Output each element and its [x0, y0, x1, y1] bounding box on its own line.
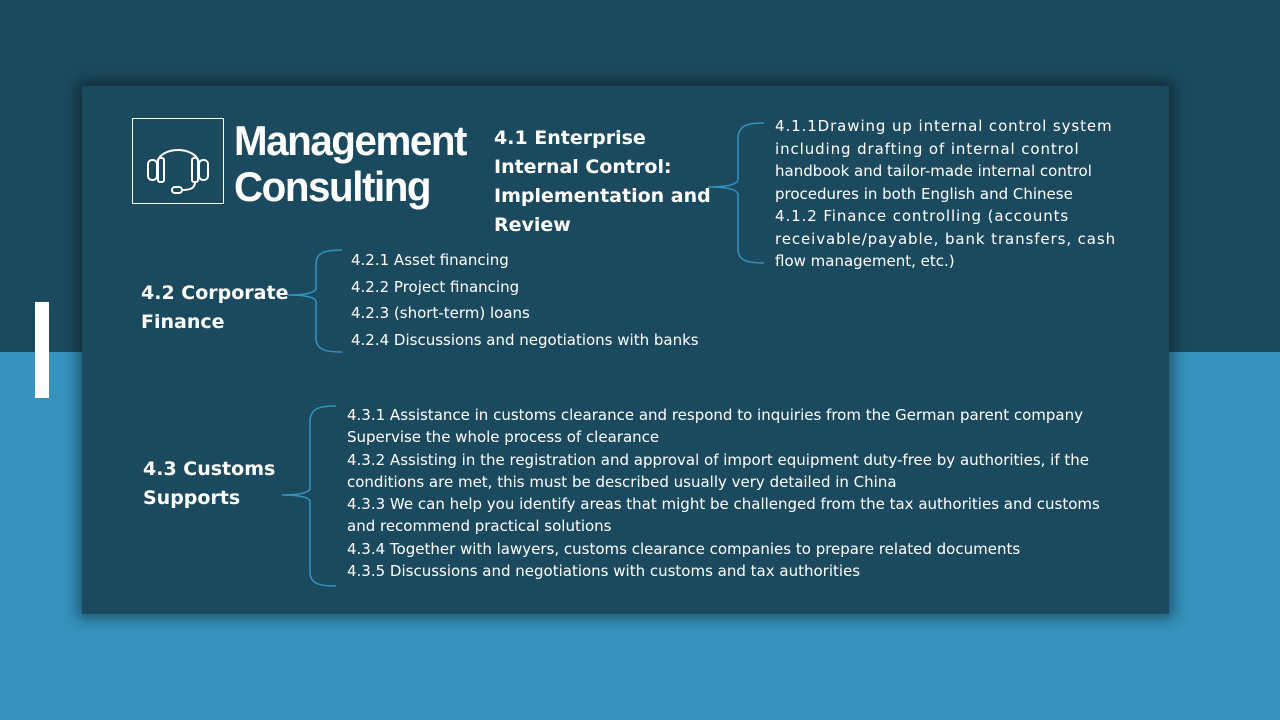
- section2-heading-line1: 4.2 Corporate: [141, 282, 289, 304]
- section3-line: 4.3.1 Assistance in customs clearance and respond to inquiries from the German parent company: [347, 406, 1084, 424]
- section3-line: conditions are met, this must be described usually very detailed in China: [347, 472, 897, 491]
- section1-heading-line1: 4.1 Enterprise: [494, 127, 646, 149]
- slide-title: [234, 118, 466, 210]
- section1-list: [775, 115, 1116, 273]
- section2-line: 4.2.1 Asset financing: [351, 251, 509, 269]
- section2-line: 4.2.2 Project financing: [351, 277, 520, 296]
- section1-line: procedures in both English and Chinese: [775, 184, 1073, 203]
- section3-line: 4.3.5 Discussions and negotiations with customs and tax authorities: [347, 562, 861, 581]
- section3-line: Supervise the whole process of clearance: [347, 428, 660, 447]
- section3-list: [347, 404, 1100, 582]
- section1-heading-line2: Internal Control:: [494, 156, 672, 178]
- slide-title-line2: Consulting: [234, 163, 431, 210]
- accent-bar: [35, 302, 49, 398]
- section3-heading: [143, 455, 275, 513]
- section1-line: 4.1.1Drawing up internal control system: [775, 117, 1113, 135]
- section3-line: 4.3.2 Assisting in the registration and approval of import equipment duty-free by authorities, if the: [347, 450, 1090, 469]
- section1-heading-line4: Review: [494, 214, 571, 236]
- section2-line: 4.2.4 Discussions and negotiations with banks: [351, 330, 699, 349]
- headset-icon: [143, 131, 213, 195]
- section2-line: 4.2.3 (short-term) loans: [351, 304, 530, 322]
- section3-heading-line2: Supports: [143, 487, 241, 509]
- section1-line: receivable/payable, bank transfers, cash: [775, 229, 1117, 248]
- section1-line: handbook and tailor-made internal control: [775, 162, 1092, 180]
- slide-title-line1: Management: [234, 117, 467, 164]
- section2-brace: [286, 248, 346, 354]
- section1-line: flow management, etc.): [775, 252, 955, 270]
- section3-line: 4.3.3 We can help you identify areas that might be challenged from the tax authorities and customs: [347, 495, 1100, 514]
- section2-list: [351, 247, 699, 353]
- section3-line: 4.3.4 Together with lawyers, customs clearance companies to prepare related documents: [347, 539, 1021, 558]
- section2-heading-line2: Finance: [141, 311, 225, 333]
- section3-line: and recommend practical solutions: [347, 517, 612, 536]
- section2-heading: [141, 279, 288, 337]
- section1-heading: [494, 124, 711, 240]
- section1-line: including drafting of internal control: [775, 139, 1080, 158]
- section3-heading-line1: 4.3 Customs: [143, 458, 276, 480]
- section1-heading-line3: Implementation and: [494, 185, 711, 207]
- section1-brace: [706, 121, 766, 266]
- section1-line: 4.1.2 Finance controlling (accounts: [775, 207, 1070, 225]
- logo-box: [132, 118, 224, 204]
- section3-brace: [280, 404, 340, 590]
